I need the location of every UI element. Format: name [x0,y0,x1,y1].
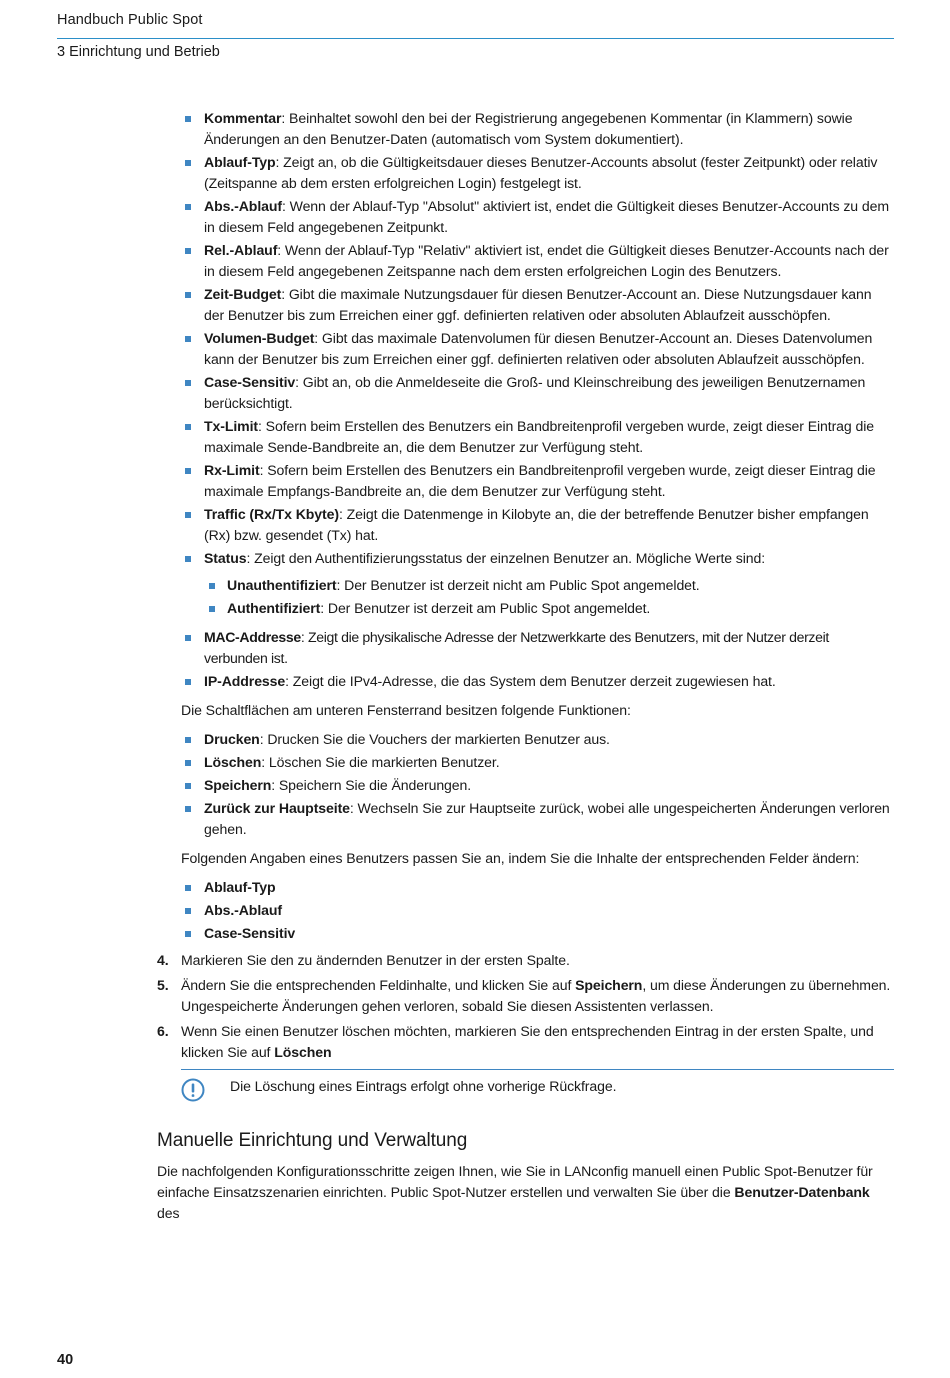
list-item: Case-Sensitiv [157,923,894,944]
step-number: 4. [157,952,169,968]
list-item: Abs.-Ablauf [157,900,894,921]
list-item: Zurück zur Hauptseite: Wechseln Sie zur Hauptseite zurück, wobei alle ungespeicherten Änderungen verloren gehen. [157,798,894,840]
status-values-list [157,575,894,619]
buttons-intro: Die Schaltflächen am unteren Fensterrand besitzen folgende Funktionen: [181,702,631,718]
list-item: Rel.-Ablauf: Wenn der Ablauf-Typ "Relativ" aktiviert ist, endet die Gültigkeit dieses Benutzer-Accounts nach der in diesem Feld angegebenen Zeitspanne nach dem ersten erfolgreichen Login des Benutzers. [157,240,894,282]
list-item: Abs.-Ablauf: Wenn der Ablauf-Typ "Absolut" aktiviert ist, endet die Gültigkeit dieses Benutzer-Accounts zu dem in diesem Feld angegebenen Zeitpunkt. [157,196,894,238]
document-title: Handbuch Public Spot [57,12,203,28]
list-item: Drucken: Drucken Sie die Vouchers der markierten Benutzer aus. [157,729,894,750]
header-divider [57,38,894,39]
field-description-list-2 [157,627,894,692]
list-item: Kommentar: Beinhaltet sowohl den bei der Registrierung angegebenen Kommentar (in Klammern) sowie Änderungen an den Benutzer-Daten (automatisch vom System dokumentiert). [157,108,894,150]
list-item: Speichern: Speichern Sie die Änderungen. [157,775,894,796]
list-item: Traffic (Rx/Tx Kbyte): Zeigt die Datenmenge in Kilobyte an, die der betreffende Benutzer bisher empfangen (Rx) bzw. gesendet (Tx) hat. [157,504,894,546]
editable-fields-list [157,877,894,944]
page-content [157,108,894,1224]
step-item: 4. Markieren Sie den zu ändernden Benutzer in der ersten Spalte. [157,950,894,971]
list-item: IP-Addresse: Zeigt die IPv4-Adresse, die das System dem Benutzer derzeit zugewiesen hat. [157,671,894,692]
list-item: Löschen: Löschen Sie die markierten Benutzer. [157,752,894,773]
step-item: 6. Wenn Sie einen Benutzer löschen möchten, markieren Sie den entsprechenden Eintrag in der ersten Spalte, und klicken Sie auf Löschen [157,1023,874,1060]
step-number: 6. [157,1023,169,1039]
list-item: Volumen-Budget: Gibt das maximale Datenvolumen für diesen Benutzer-Account an. Dieses Datenvolumen kann der Benutzer bis zum Erreichen einer ggf. definierten relativen oder absoluten Ablaufzeit ausschöpfen. [157,328,894,370]
step-number: 5. [157,977,169,993]
warning-note [181,1069,894,1114]
section-heading: Manuelle Einrichtung und Verwaltung [157,1130,468,1151]
warning-text: Die Löschung eines Eintrags erfolgt ohne vorherige Rückfrage. [230,1078,617,1094]
list-item: Unauthentifiziert: Der Benutzer ist derzeit nicht am Public Spot angemeldet. [157,575,894,596]
list-item: Authentifiziert: Der Benutzer ist derzeit am Public Spot angemeldet. [157,598,894,619]
section-body: Die nachfolgenden Konfigurationsschritte zeigen Ihnen, wie Sie in LANconfig manuell einen Public Spot-Benutzer für einfache Einsatzszenarien einrichten. Public Spot-Nutzer erstellen und verwalten Sie über die Benutzer-Datenbank des [157,1163,873,1221]
list-item: Status: Zeigt den Authentifizierungsstatus der einzelnen Benutzer an. Mögliche Werte sind: [157,548,894,569]
list-item: Rx-Limit: Sofern beim Erstellen des Benutzers ein Bandbreitenprofil vergeben wurde, zeigt dieser Eintrag die maximale Empfangs-Bandbreite an, die dem Benutzer zur Verfügung steht. [157,460,894,502]
list-item: Ablauf-Typ: Zeigt an, ob die Gültigkeitsdauer dieses Benutzer-Accounts absolut (fester Zeitpunkt) oder relativ (Zeitspanne ab dem ersten erfolgreichen Login) festgelegt ist. [157,152,894,194]
chapter-title: 3 Einrichtung und Betrieb [57,44,220,60]
list-item: Case-Sensitiv: Gibt an, ob die Anmeldeseite die Groß- und Kleinschreibung des jeweiligen Benutzernamen berücksichtigt. [157,372,894,414]
editable-intro: Folgenden Angaben eines Benutzers passen Sie an, indem Sie die Inhalte der entsprechenden Felder ändern: [181,850,860,866]
warning-icon [181,1078,205,1102]
buttons-list [157,729,894,840]
steps-list [157,950,894,1063]
page-number: 40 [57,1352,74,1368]
step-item: 5. Ändern Sie die entsprechenden Feldinhalte, und klicken Sie auf Speichern, um diese Änderungen zu übernehmen. Ungespeicherte Änderungen gehen verloren, sobald Sie diesen Assistenten verlassen. [157,977,891,1014]
list-item: MAC-Addresse: Zeigt die physikalische Adresse der Netzwerkkarte des Benutzers, mit der Nutzer derzeit verbunden ist. [157,627,894,669]
list-item: Zeit-Budget: Gibt die maximale Nutzungsdauer für diesen Benutzer-Account an. Diese Nutzungsdauer kann der Benutzer bis zum Erreichen einer ggf. definierten relativen oder absoluten Ablaufzeit ausschöpfen. [157,284,894,326]
list-item: Tx-Limit: Sofern beim Erstellen des Benutzers ein Bandbreitenprofil vergeben wurde, zeigt dieser Eintrag die maximale Sende-Bandbreite an, die dem Benutzer zur Verfügung steht. [157,416,894,458]
field-description-list [157,108,894,569]
list-item: Ablauf-Typ [157,877,894,898]
